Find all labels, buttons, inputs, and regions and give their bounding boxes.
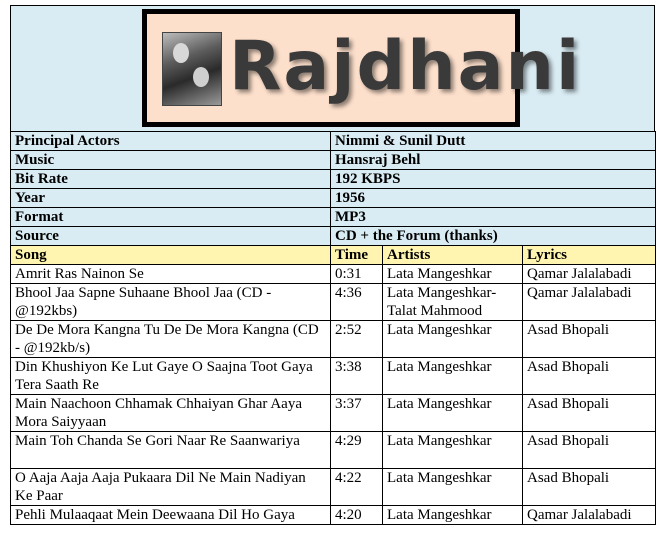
song-artists: Lata Mangeshkar — [383, 358, 523, 395]
song-time: 2:52 — [331, 321, 383, 358]
film-still-image — [162, 32, 222, 106]
song-artists: Lata Mangeshkar — [383, 321, 523, 358]
info-row-year — [11, 189, 656, 208]
table-row — [11, 358, 656, 395]
info-label: Format — [11, 208, 331, 227]
song-lyrics: Asad Bhopali — [523, 321, 656, 358]
table-row — [11, 469, 656, 506]
info-value: 192 KBPS — [331, 170, 656, 189]
song-time: 4:20 — [331, 506, 383, 525]
info-row-format — [11, 208, 656, 227]
header-time: Time — [331, 246, 383, 265]
song-title: Bhool Jaa Sapne Suhaane Bhool Jaa (CD - @192kbs) — [11, 284, 331, 321]
song-time: 4:29 — [331, 432, 383, 469]
info-value: 1956 — [331, 189, 656, 208]
song-artists: Lata Mangeshkar — [383, 395, 523, 432]
table-row — [11, 265, 656, 284]
info-label: Principal Actors — [11, 132, 331, 151]
info-label: Source — [11, 227, 331, 246]
info-label: Bit Rate — [11, 170, 331, 189]
song-title: Main Naachoon Chhamak Chhaiyan Ghar Aaya Mora Saiyyaan — [11, 395, 331, 432]
info-value: MP3 — [331, 208, 656, 227]
album-info-table — [10, 131, 656, 525]
song-artists: Lata Mangeshkar-Talat Mahmood — [383, 284, 523, 321]
song-title: Amrit Ras Nainon Se — [11, 265, 331, 284]
song-title: Pehli Mulaaqaat Mein Deewaana Dil Ho Gaya — [11, 506, 331, 525]
song-artists: Lata Mangeshkar — [383, 506, 523, 525]
info-row-music — [11, 151, 656, 170]
table-row — [11, 506, 656, 525]
song-lyrics: Asad Bhopali — [523, 432, 656, 469]
song-lyrics: Asad Bhopali — [523, 395, 656, 432]
song-table-header — [11, 246, 656, 265]
song-title: O Aaja Aaja Aaja Pukaara Dil Ne Main Nadiyan Ke Paar — [11, 469, 331, 506]
info-row-source — [11, 227, 656, 246]
info-value: Hansraj Behl — [331, 151, 656, 170]
song-time: 3:37 — [331, 395, 383, 432]
song-time: 0:31 — [331, 265, 383, 284]
actress-face — [193, 67, 209, 87]
song-time: 4:36 — [331, 284, 383, 321]
song-lyrics: Asad Bhopali — [523, 469, 656, 506]
table-row — [11, 284, 656, 321]
song-lyrics: Asad Bhopali — [523, 358, 656, 395]
page — [10, 5, 655, 532]
song-time: 4:22 — [331, 469, 383, 506]
info-row-actors — [11, 132, 656, 151]
info-row-bitrate — [11, 170, 656, 189]
actor-face — [173, 43, 189, 63]
table-row — [11, 395, 656, 432]
song-artists: Lata Mangeshkar — [383, 432, 523, 469]
logo-box — [142, 9, 582, 127]
song-time: 3:38 — [331, 358, 383, 395]
info-value: Nimmi & Sunil Dutt — [331, 132, 656, 151]
song-lyrics: Qamar Jalalabadi — [523, 506, 656, 525]
song-title: Din Khushiyon Ke Lut Gaye O Saajna Toot Gaya Tera Saath Re — [11, 358, 331, 395]
song-title: De De Mora Kangna Tu De De Mora Kangna (CD - @192kb/s) — [11, 321, 331, 358]
header-song: Song — [11, 246, 331, 265]
header-lyrics: Lyrics — [523, 246, 656, 265]
info-label: Year — [11, 189, 331, 208]
table-row — [11, 432, 656, 469]
song-title: Main Toh Chanda Se Gori Naar Re Saanwariya — [11, 432, 331, 469]
banner — [10, 5, 655, 132]
info-label: Music — [11, 151, 331, 170]
film-title-logo: Rajdhani — [229, 27, 582, 106]
song-artists: Lata Mangeshkar — [383, 265, 523, 284]
song-artists: Lata Mangeshkar — [383, 469, 523, 506]
song-lyrics: Qamar Jalalabadi — [523, 265, 656, 284]
header-artists: Artists — [383, 246, 523, 265]
table-row — [11, 321, 656, 358]
song-lyrics: Qamar Jalalabadi — [523, 284, 656, 321]
info-value: CD + the Forum (thanks) — [331, 227, 656, 246]
